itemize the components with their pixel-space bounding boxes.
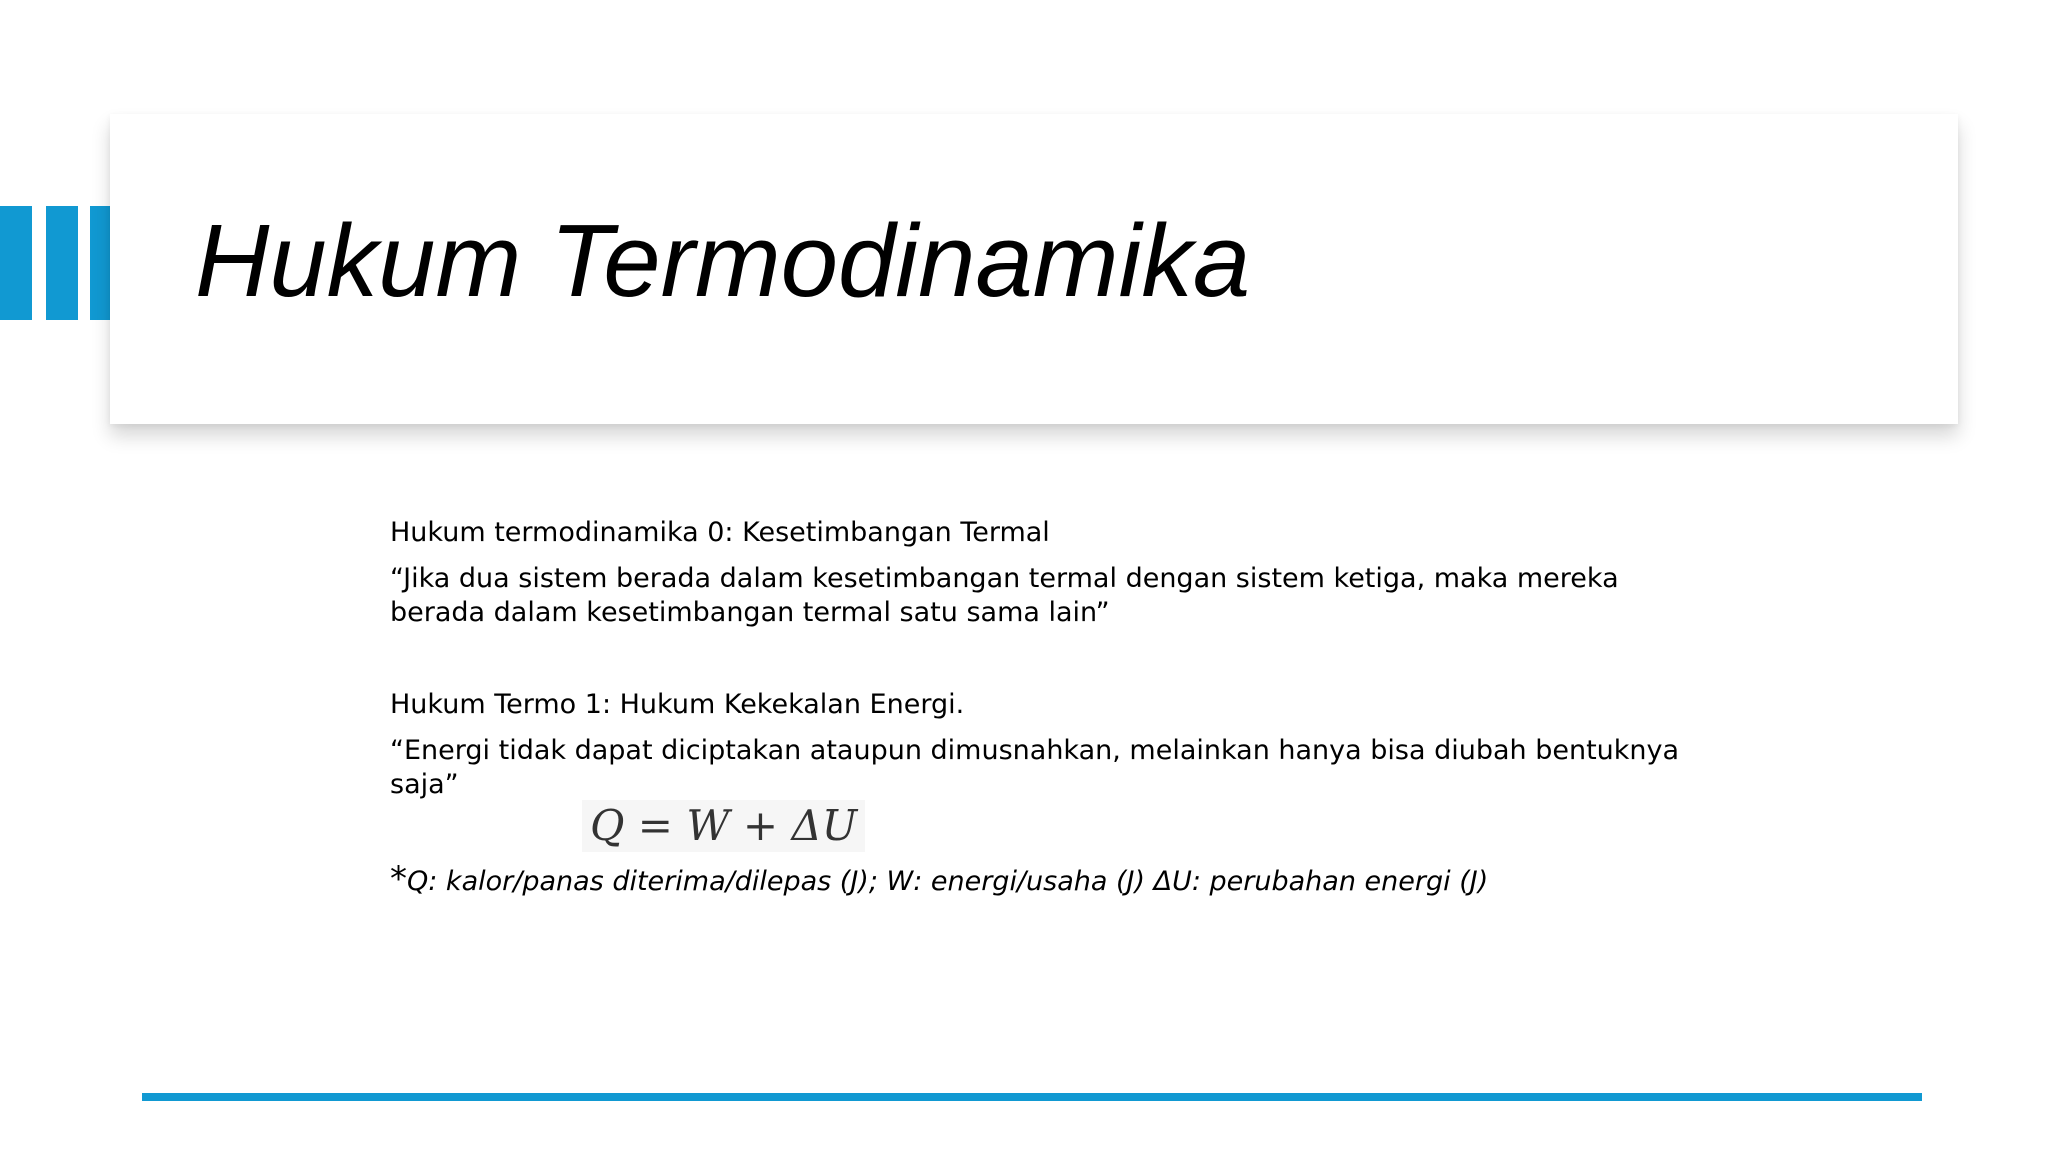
bottom-rule [142, 1093, 1922, 1101]
content-body [390, 516, 1690, 899]
title-card [110, 114, 1958, 424]
formula-delta-u: ΔU [791, 801, 858, 850]
formula-equals: = [637, 801, 673, 850]
law0-quote: “Jika dua sistem berada dalam kesetimbangan termal dengan sistem ketiga, maka mereka berada dalam kesetimbangan termal satu sama lain” [390, 563, 1619, 628]
law1-quote: “Energi tidak dapat diciptakan ataupun dimusnahkan, melainkan hanya bisa diubah bentuknya saja” [390, 735, 1680, 800]
accent-bar-1 [0, 206, 32, 320]
formula-q: Q [590, 801, 625, 850]
formula-w: W [686, 801, 730, 850]
variable-note [390, 859, 1690, 899]
spacer [390, 630, 1690, 688]
energy-formula [582, 800, 865, 852]
note-text: Q: kalor/panas diterima/dilepas (J); W: energi/usaha (J) ΔU: perubahan energi (J) [407, 866, 1489, 897]
law1-quote-block [390, 734, 1690, 850]
note-star: * [390, 859, 407, 899]
accent-bar-2 [46, 206, 78, 320]
law1-heading: Hukum Termo 1: Hukum Kekekalan Energi. [390, 689, 965, 720]
law0-heading: Hukum termodinamika 0: Kesetimbangan Termal [390, 517, 1050, 548]
slide-title: Hukum Termodinamika [195, 203, 1251, 318]
formula-plus: + [742, 801, 779, 850]
accent-bar-3 [90, 206, 110, 320]
